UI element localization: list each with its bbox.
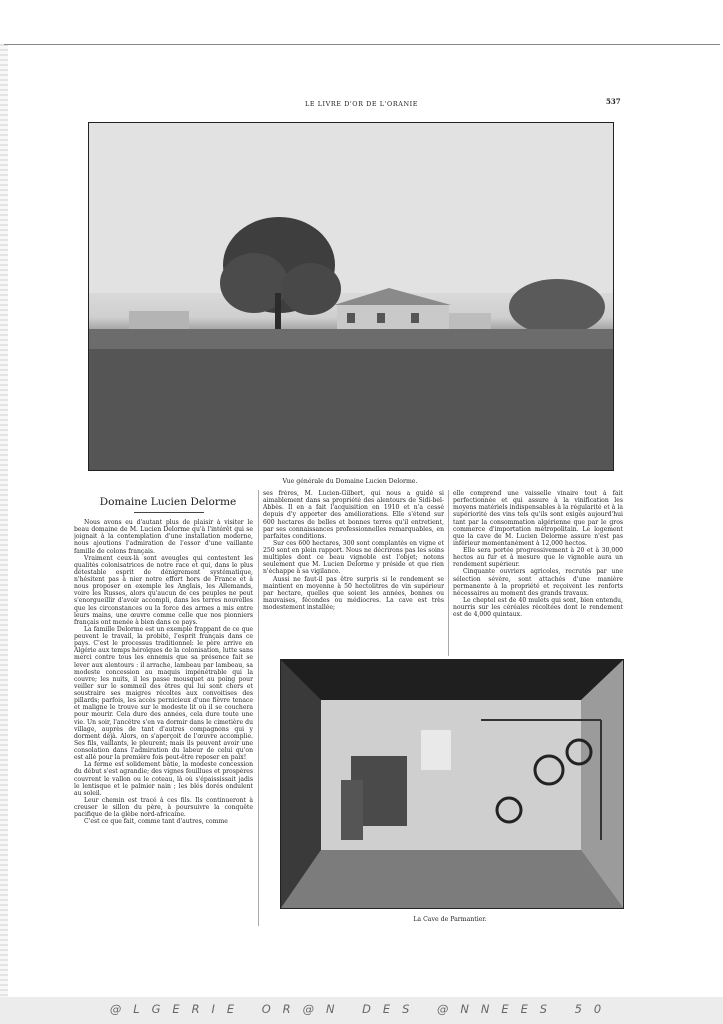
paragraph: Le cheptel est de 40 mulets qui sont, bien entendu, nourris sur les céréales récoltées dont le rendement est de 4,000 quintaux. [453, 596, 623, 619]
footer-watermark: @LGERIE OR@N DES @NNEES 50 [109, 1002, 614, 1016]
photo1-caption: Vue générale du Domaine Lucien Delorme. [282, 478, 418, 485]
column-rule [448, 490, 449, 656]
text-column-2 [263, 490, 444, 656]
farm-window [347, 313, 355, 323]
farm-window [377, 313, 385, 323]
paragraph: La ferme est solidement bâtie, la modeste concession du début s'est agrandie; des vignes feuillues et prospères couvrent le vallon ou le coteau, là où s'épaississait jadis le lentisque et le palmier nain ; les blés dorés ondulent au soleil. [74, 761, 253, 797]
paragraph: Elle sera portée progressivement à 20 et à 30,000 hectos au fur et à mesure que le vignoble aura un rendement supérieur. [453, 547, 623, 569]
paragraph: elle comprend une vaisselle vinaire tout à fait perfectionnée et qui assure à la vinification les moyens matériels indispensables à la régularité et à la supériorité des vins tels qu'ils sont exigés aujourd'hui tant par la consommation algérienne que par le gros commerce d'importation métropolitain. Le logement que la cave de M. Lucien Delorme assure n'est pas inférieur momentanément à 12,000 hectos. [453, 490, 623, 547]
paragraph: Nous avons eu d'autant plus de plaisir à visiter le beau domaine de M. Lucien Delorme qu'à l'intérêt qui se joignait à la contemplation d'une installation moderne, nous ajoutions l'admiration de l'essor d'une vaillante famille de colons français. [74, 519, 253, 555]
photo2-caption: La Cave de Parmantier. [413, 916, 487, 923]
paragraph: Sur ces 600 hectares, 300 sont complantés en vigne et 250 sont en plein rapport. Nous ne décrirons pas les soins multiples dont ce beau vignoble est l'objet; notons seulement que M. Lucien Delorme y préside et que rien n'échappe à sa vigilance. [263, 539, 444, 576]
scan-shadow [0, 44, 8, 1004]
paragraph: Aussi ne faut-il pas être surpris si le rendement se maintient en moyenne à 50 hectolitres de vin supérieur par hectare, quelles que soient les années, bonnes ou mauvaises, fécondes ou médiocres. La cave est très modestement installée; [263, 575, 444, 611]
sky [89, 123, 613, 293]
paragraph: Cinquante ouvriers agricoles, recrutés par une sélection sévère, sont attachés d'une manière permanente à la propriété et reçoivent les renforts nécessaires au moment des grands travaux. [453, 568, 623, 597]
text-column-3 [453, 490, 623, 656]
paragraph: Leur chemin est tracé à ces fils. Ils continueront à creuser le sillon du père, à poursuivre la conquête pacifique de la glèbe nord-africaine. [74, 796, 253, 819]
cellar-doorway [421, 730, 451, 770]
field [89, 329, 613, 470]
paragraph: La famille Delorme est un exemple frappant de ce que peuvent le travail, la probité, l'esprit français dans ce pays. C'est le processus traditionnel: le père arrive en Algérie aux temps héroïques de la colonisation, lutte sans merci contre tous les ennemis que sa présence fait se lever aux alentours : il arrache, lambeau par lambeau, sa modeste concession au maquis impénétrable qui la couvre; les nuits, il les passe mousquet au poing pour veiller sur le sommeil des êtres qui lui sont chers et soustraire ses maigres récoltes aux convoitises des pillards; parfois, les accès pernicieux d'une fièvre tenace et maligne le trouve sur le modeste lit où il se couchera pour mourir. Cela dure des années, cela dure toute une vie. Un soir, l'ancêtre s'en va dormir dans le cimetière du village, auprès de tant d'autres compagnons qui y dorment déjà. Alors, on s'aperçoit de l'œuvre accomplie. Ses fils, vaillants, le pleurent; mais ils peuvent avoir une consolation dans l'admiration du labeur de celui qu'on est allé pour la première fois peut-être reposer en paix! [74, 625, 253, 762]
page-edge [4, 44, 720, 45]
landscape-photo [88, 122, 614, 471]
cellar-floor [281, 850, 623, 908]
cellar-ceiling [281, 660, 623, 700]
article-title: Domaine Lucien Delorme [99, 496, 237, 508]
title-rule [134, 512, 204, 513]
paragraph: Vraiment ceux-là sont aveugles qui contestent les qualités colonisatrices de notre race et qui, dans le plus détestable esprit de dénigrement systématique, n'hésitent pas à nier notre effort hors de France et à nous proposer en exemple les Anglais, les Allemands, voire les Russes, alors qu'aucun de ces peuples ne peut s'enorgueillir d'avoir accompli, dans les terres nouvelles que les circonstances ou la force des armes a mis entre leurs mains, une œuvre comme celle que nos pionniers français ont menée à bien dans ce pays. [74, 554, 253, 626]
column-rule [258, 490, 259, 926]
paragraph: ses frères, M. Lucien-Gilbert, qui nous a guidé si aimablement dans sa propriété des alentours de Sidi-bel-Abbès. Il en a fait l'acquisition en 1910 et n'a cessé depuis d'y apporter des améliorations. Elle s'étend sur 600 hectares de belles et bonnes terres qu'il entretient, par ses connaissances professionnelles remarquables, en parfaites conditions. [263, 490, 444, 540]
text-column-1 [74, 519, 253, 925]
distant-trees [509, 279, 605, 335]
landscape-illustration-icon [89, 123, 613, 470]
tree-trunk [275, 293, 281, 329]
cellar-illustration-icon [281, 660, 623, 908]
wine-vat [341, 780, 363, 840]
wine-cellar-photo [280, 659, 624, 909]
farm-window [411, 313, 419, 323]
field-far [89, 329, 613, 349]
tree-canopy-right [281, 263, 341, 315]
page-number: 537 [606, 97, 621, 106]
paragraph: C'est ce que fait, comme tant d'autres, comme [84, 818, 228, 826]
running-title: LE LIVRE D'OR DE L'ORANIE [304, 100, 419, 108]
